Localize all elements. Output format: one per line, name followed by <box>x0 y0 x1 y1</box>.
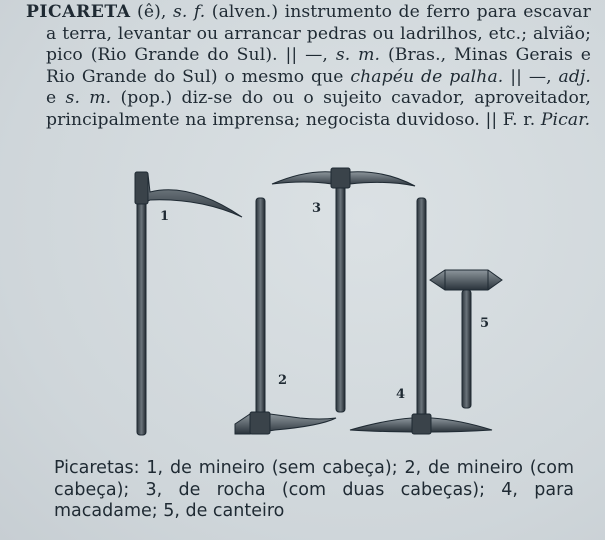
tool-label: 3 <box>312 201 322 216</box>
definition-text: (Bras., Minas Gerais e Rio Grande do Sul) o mesmo que <box>46 45 591 87</box>
tool-label: 2 <box>278 373 288 388</box>
cross-reference: chapéu de palha. <box>350 66 504 87</box>
grammar-tag: s. f. <box>172 2 206 22</box>
dictionary-entry <box>26 2 591 132</box>
headword: PICARETA <box>26 2 131 22</box>
pickaxe-5 <box>430 270 502 408</box>
definition-text: (pop.) diz-se do ou o sujeito cavador, aproveitador, principalmente na imprensa; negocista duvidoso. || F. r. <box>46 88 591 130</box>
grammar-tag: s. m. <box>65 88 112 109</box>
pickaxe-1 <box>135 172 242 435</box>
figure-caption: Picaretas: 1, de mineiro (sem cabeça); 2, de mineiro (com cabeça); 3, de rocha (com duas cabeças); 4, para macadame; 5, de canteiro <box>54 458 574 521</box>
pickaxe-2 <box>235 198 336 434</box>
cross-reference: Picar. <box>540 109 591 130</box>
pronunciation: (ê), <box>137 2 167 22</box>
tool-label: 4 <box>396 387 406 402</box>
definition-text: (alven.) instrumento de ferro para escavar a terra, levantar ou arrancar pedras ou ladrilhos, etc.; alvião; pico (Rio Grande do Sul). || —, <box>46 2 591 66</box>
grammar-tag: s. m. <box>335 45 381 66</box>
grammar-tag: adj. <box>558 66 591 87</box>
pickaxe-illustration <box>100 162 520 447</box>
entry-paragraph <box>26 2 591 132</box>
tool-label: 1 <box>160 209 170 224</box>
pickaxe-3 <box>272 168 415 412</box>
tool-label: 5 <box>480 316 490 331</box>
definition-text: e <box>46 88 57 109</box>
definition-text: || —, <box>510 66 552 87</box>
